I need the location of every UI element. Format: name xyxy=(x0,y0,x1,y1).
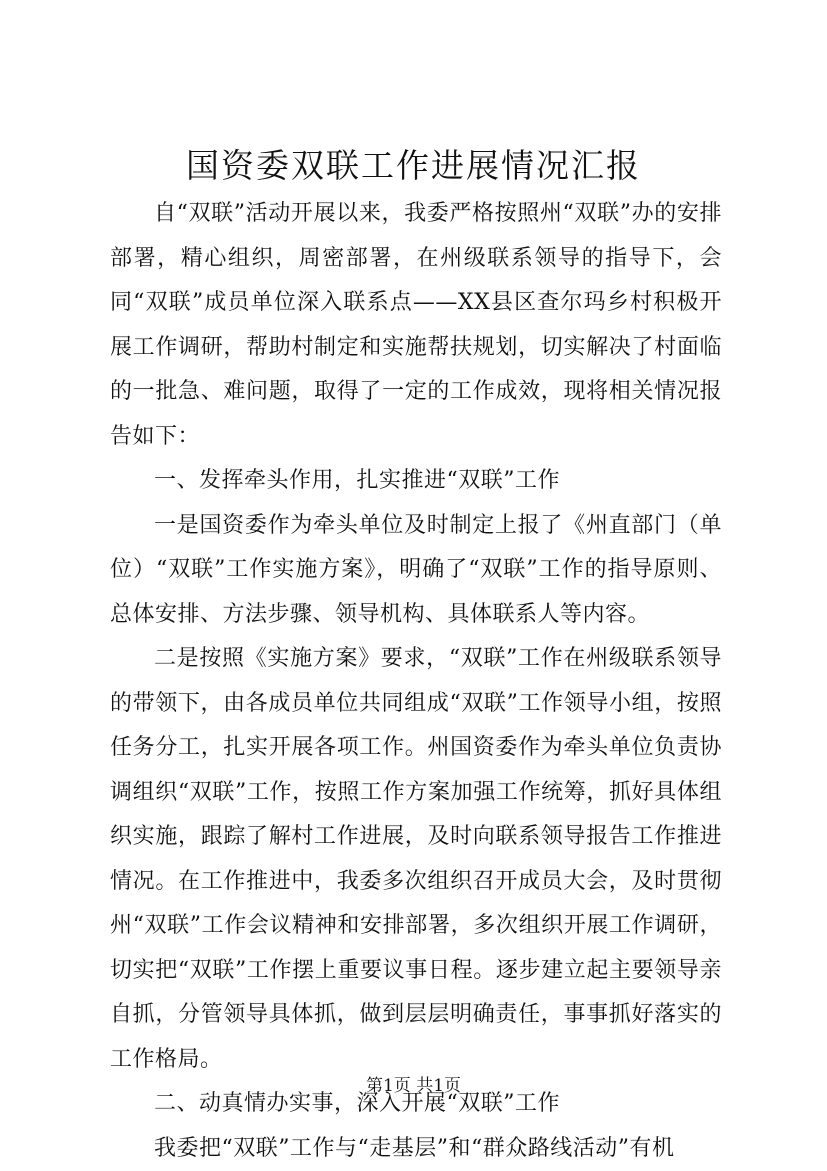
page-number-footer: 第1页 共1页 xyxy=(0,1074,827,1098)
document-title: 国资委双联工作进展情况汇报 xyxy=(0,140,827,192)
paragraph-item-2: 二是按照《实施方案》要求，“双联”工作在州级联系领导的带领下，由各成员单位共同组成“双联”工作领导小组，按照任务分工，扎实开展各项工作。州国资委作为牵头单位负责协调组织“双联”工作，按照工作方案加强工作统筹，抓好具体组织实施，跟踪了解村工作进展，及时向联系领导报告工作推进情况。在工作推进中，我委多次组织召开成员大会，及时贯彻州“双联”工作会议精神和安排部署，多次组织开展工作调研，切实把“双联”工作摆上重要议事日程。逐步建立起主要领导亲自抓，分管领导具体抓，做到层层明确责任，事事抓好落实的工作格局。 xyxy=(110,637,722,1082)
document-body xyxy=(110,192,722,1171)
paragraph-item-1: 一是国资委作为牵头单位及时制定上报了《州直部门（单位）“双联”工作实施方案》，明确了“双联”工作的指导原则、总体安排、方法步骤、领导机构、具体联系人等内容。 xyxy=(110,504,722,638)
section-heading-2: 二、动真情办实事，深入开展“双联”工作 xyxy=(110,1082,722,1127)
section-heading-1: 一、发挥牵头作用，扎实推进“双联”工作 xyxy=(110,459,722,504)
paragraph-intro: 自“双联”活动开展以来，我委严格按照州“双联”办的安排部署，精心组织，周密部署，在州级联系领导的指导下，会同“双联”成员单位深入联系点——XX县区查尔玛乡村积极开展工作调研，帮助村制定和实施帮扶规划，切实解决了村面临的一批急、难问题，取得了一定的工作成效，现将相关情况报告如下： xyxy=(110,192,722,459)
paragraph-section-2: 我委把“双联”工作与“走基层”和“群众路线活动”有机 xyxy=(110,1127,722,1171)
